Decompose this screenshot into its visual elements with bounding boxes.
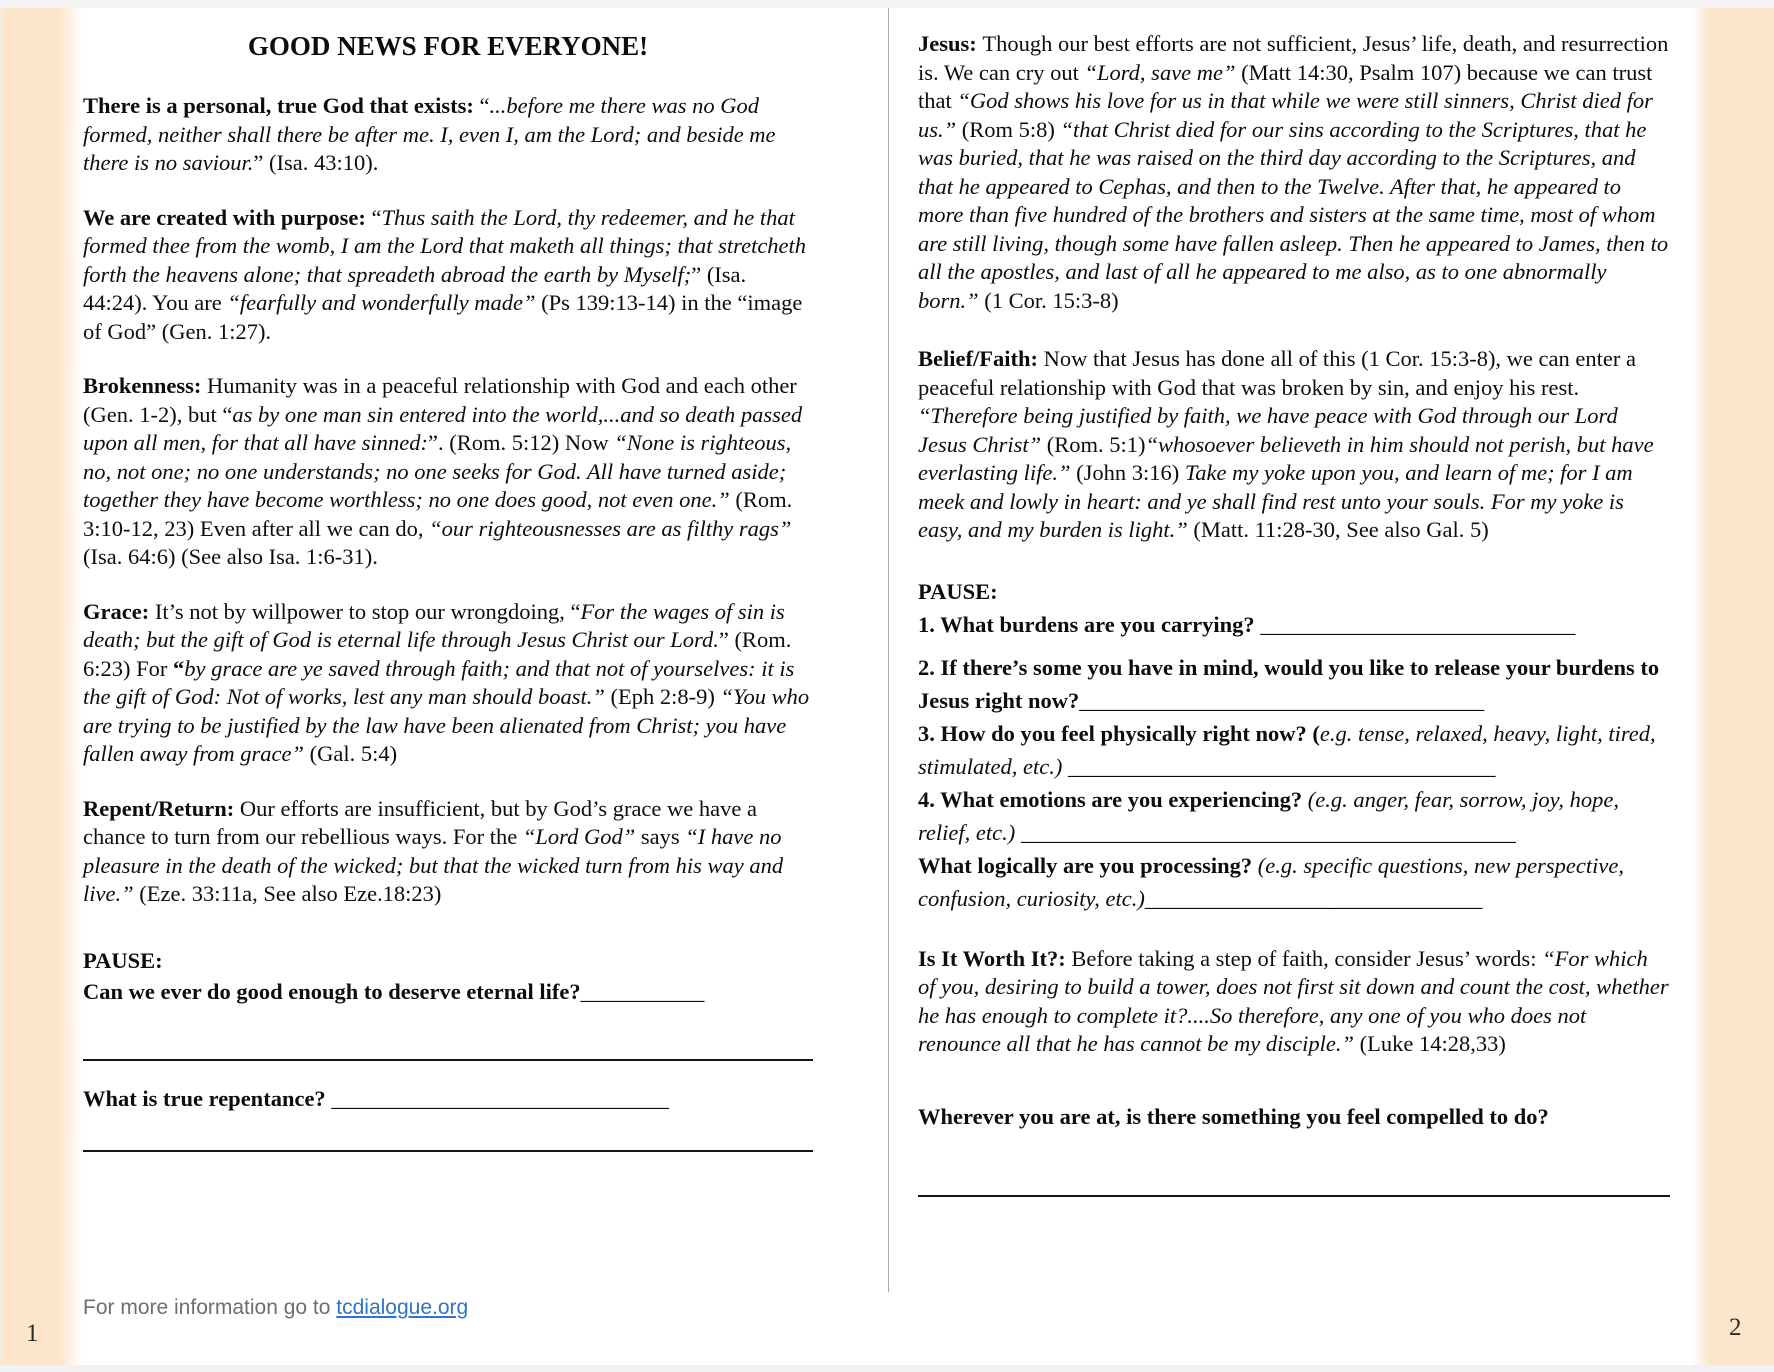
text-segment: (e.g. specific questions, new perspective, confusion, curiosity, etc.)	[918, 852, 1624, 911]
top-edge-strip	[0, 0, 1774, 8]
para-grace	[83, 598, 813, 769]
text-segment: ”. (Rom. 5:12) Now	[427, 430, 615, 455]
text-segment: Wherever you are at, is there something you feel compelled to do?	[918, 1103, 1549, 1129]
text-segment: Brokenness:	[83, 373, 207, 398]
text-segment: (John 3:16)	[1070, 460, 1185, 485]
text-segment: “fearfully and wonderfully made”	[227, 290, 536, 315]
answer-blank-line	[918, 1193, 1670, 1197]
text-segment: “our righteousnesses are as filthy rags”	[429, 515, 792, 541]
text-segment: ___________	[580, 978, 705, 1004]
answer-blank-line	[83, 1057, 813, 1061]
answer-blank-line	[83, 1148, 813, 1152]
text-segment: as by one man sin entered into the world,...and so death passed upon all men, for that all have sinned:	[83, 401, 803, 455]
text-segment: ” (Isa. 43:10).	[253, 150, 379, 175]
text-segment: What logically are you processing?	[918, 852, 1258, 878]
left-page-margin	[0, 8, 82, 1365]
text-segment: (Ps 139:13-14) in the “image of God” (Gen. 1:27).	[83, 290, 803, 344]
question-feel-physically	[918, 717, 1670, 783]
text-segment: Before taking a step of faith, consider Jesus’ words:	[1071, 945, 1543, 971]
text-segment: ______________________________	[331, 1085, 669, 1111]
text-segment: (Rom. 3:10-12, 23) Even after all we can do,	[83, 487, 793, 541]
text-segment: ...before me there was no God formed, neither shall there be after me. I, even I, am the Lord; and beside me there is no saviour.	[83, 93, 776, 175]
text-segment: What is true repentance?	[83, 1085, 332, 1111]
para-jesus	[918, 30, 1670, 315]
text-segment: (Eze. 33:11a, See also Eze.18:23)	[133, 881, 442, 906]
text-segment: says	[635, 824, 686, 849]
question-release-burdens	[918, 651, 1670, 717]
page-title: GOOD NEWS FOR EVERYONE!	[247, 31, 649, 61]
para-personal-god	[83, 92, 813, 178]
text-segment: PAUSE:	[83, 947, 163, 973]
page-2-content	[918, 30, 1670, 1197]
text-segment: Is It Worth It?:	[918, 945, 1072, 971]
text-segment: ____________________________________	[1079, 687, 1485, 713]
para-repent-return	[83, 795, 813, 909]
text-segment: Humanity was in a peaceful relationship with God and each other (Gen. 1-2), but “	[83, 373, 797, 427]
text-segment: (1 Cor. 15:3-8)	[978, 287, 1119, 313]
footer-text: For more information go to	[83, 1296, 337, 1319]
text-segment: (Isa. 64:6) (See also Isa. 1:6-31).	[83, 544, 378, 569]
text-segment: (Rom. 5:1)	[1041, 431, 1146, 457]
text-segment: 2. If there’s some you have in mind, would you like to release your burdens to Jesus right now?	[918, 654, 1660, 713]
text-segment: Can we ever do good enough to deserve eternal life?	[83, 978, 581, 1004]
text-segment: (Rom 5:8)	[956, 116, 1061, 142]
text-segment: (Matt. 11:28-30, See also Gal. 5)	[1187, 517, 1489, 542]
text-segment: Jesus:	[918, 31, 983, 56]
text-segment: “None is righteous, no, not one; no one understands; no one seeks for God. All have turned aside; together they have become worthless; no one does good, not even one.”	[83, 430, 792, 512]
text-segment: 3. How do you feel physically right now? (	[918, 720, 1320, 746]
text-segment: “For which of you, desiring to build a tower, does not first sit down and count the cost, whether he has enough to complete it?....So therefore, any one of you who does not renounce all that he has cannot be my disciple.”	[918, 945, 1669, 1056]
text-segment: It’s not by willpower to stop our wrongdoing, “	[154, 598, 581, 624]
footer-info	[83, 1296, 468, 1320]
question-compelled-to-do	[918, 1103, 1670, 1132]
text-segment: Belief/Faith:	[918, 346, 1044, 371]
text-segment: “whosoever believeth in him should not perish, but have everlasting life.”	[918, 431, 1654, 485]
text-segment: There is a personal, true God that exists:	[83, 93, 480, 118]
question-logically-processing	[918, 849, 1670, 915]
text-segment: Now that Jesus has done all of this (1 Cor. 15:3-8), we can enter a peaceful relationship with God that was broken by sin, and enjoy his rest.	[918, 346, 1636, 400]
page-number-2: 2	[1729, 1314, 1742, 1341]
right-page-margin	[1692, 8, 1774, 1365]
question-burdens	[918, 608, 1670, 641]
question-emotions	[918, 783, 1670, 849]
pause-label	[918, 575, 1670, 608]
text-segment: For the wages of sin is death; but the gift of God is eternal life through Jesus Christ our Lord.	[83, 598, 785, 652]
text-segment: “that Christ died for our sins according to the Scriptures, that he was buried, that he was raised on the third day according to the Scriptures, and that he appeared to Cephas, and then to the Twelve. After that, he appeared to more than five hundred of the brothers and sisters at the same time, most of whom are still living, though some have fallen asleep. Then he appeared to James, then to all the apostles, and last of all he appeared to me also, as to one abnormally born.”	[918, 116, 1669, 313]
pause-label	[83, 945, 813, 976]
text-segment: Our efforts are insufficient, but by God’s grace we have a chance to turn from our rebellious ways. For the	[83, 795, 757, 849]
para-brokenness	[83, 372, 813, 572]
text-segment: ______________________________________	[1067, 753, 1496, 779]
text-segment: ____________________________	[1260, 611, 1576, 637]
question-deserve-eternal-life	[83, 976, 813, 1007]
text-segment: (Luke 14:28,33)	[1353, 1031, 1506, 1056]
text-segment: “God shows his love for us in that while we were still sinners, Christ died for us.”	[918, 88, 1653, 142]
text-segment: e.g. tense, relaxed, heavy, light, tired, stimulated, etc.)	[918, 720, 1656, 779]
text-segment: Thus saith the Lord, thy redeemer, and he that formed thee from the womb, I am the Lord that maketh all things; that stretcheth forth the heavens alone; that spreadeth abroad the earth by Myself;	[83, 204, 807, 287]
text-segment: by grace are ye saved through faith; and that not of yourselves: it is the gift of God: Not of works, lest any man should boast.”	[83, 655, 795, 709]
question-true-repentance	[83, 1083, 813, 1114]
para-created-with-purpose	[83, 204, 813, 347]
para-is-it-worth-it	[918, 945, 1670, 1059]
page-2-paragraphs	[918, 30, 1670, 1197]
text-segment: ______________________________	[1144, 885, 1483, 911]
bottom-edge-strip	[0, 1365, 1774, 1372]
text-segment: ” (Isa. 44:24). You are	[83, 261, 747, 315]
para-belief-faith	[918, 345, 1670, 545]
text-segment: ” (Rom. 6:23) For	[83, 627, 792, 681]
text-segment: (Matt 14:30, Psalm 107) because we can trust that	[918, 59, 1653, 113]
page-1-paragraphs	[83, 92, 813, 1152]
text-segment: (Gal. 5:4)	[304, 741, 398, 766]
page-1-content	[83, 30, 813, 1152]
text-segment: “	[371, 204, 382, 230]
text-segment: “Lord God”	[522, 824, 636, 849]
text-segment: “You who are trying to be justified by the law have been alienated from Christ; you have fallen away from grace”	[83, 684, 810, 766]
text-segment: We are created with purpose:	[83, 204, 372, 230]
page-number-1: 1	[26, 1320, 39, 1347]
text-segment: Though our best efforts are not sufficient, Jesus’ life, death, and resurrection is. We can cry out	[918, 31, 1669, 85]
text-segment: “	[479, 93, 490, 118]
text-segment: 4. What emotions are you experiencing?	[918, 786, 1308, 812]
text-segment: Repent/Return:	[83, 795, 240, 821]
text-segment: (Eph 2:8-9)	[604, 684, 721, 709]
footer-link[interactable]: tcdialogue.org	[336, 1296, 469, 1319]
text-segment: “I have no pleasure in the death of the wicked; but that the wicked turn from his way and live.”	[83, 824, 784, 906]
text-segment: 1. What burdens are you carrying?	[918, 611, 1261, 637]
text-segment: PAUSE:	[918, 578, 998, 604]
text-segment: ____________________________________________	[1020, 819, 1516, 845]
text-segment: (e.g. anger, fear, sorrow, joy, hope, relief, etc.)	[918, 786, 1620, 845]
text-segment: Grace:	[83, 598, 155, 624]
text-segment: Take my yoke upon you, and learn of me; for I am meek and lowly in heart: and ye shall find rest unto your souls. For my yoke is easy, and my burden is light.”	[918, 460, 1633, 542]
text-segment: “	[173, 655, 185, 681]
text-segment: “Therefore being justified by faith, we have peace with God through our Lord Jesus Christ”	[918, 403, 1618, 457]
page-divider-line	[888, 8, 889, 1292]
text-segment: “Lord, save me”	[1084, 59, 1236, 85]
